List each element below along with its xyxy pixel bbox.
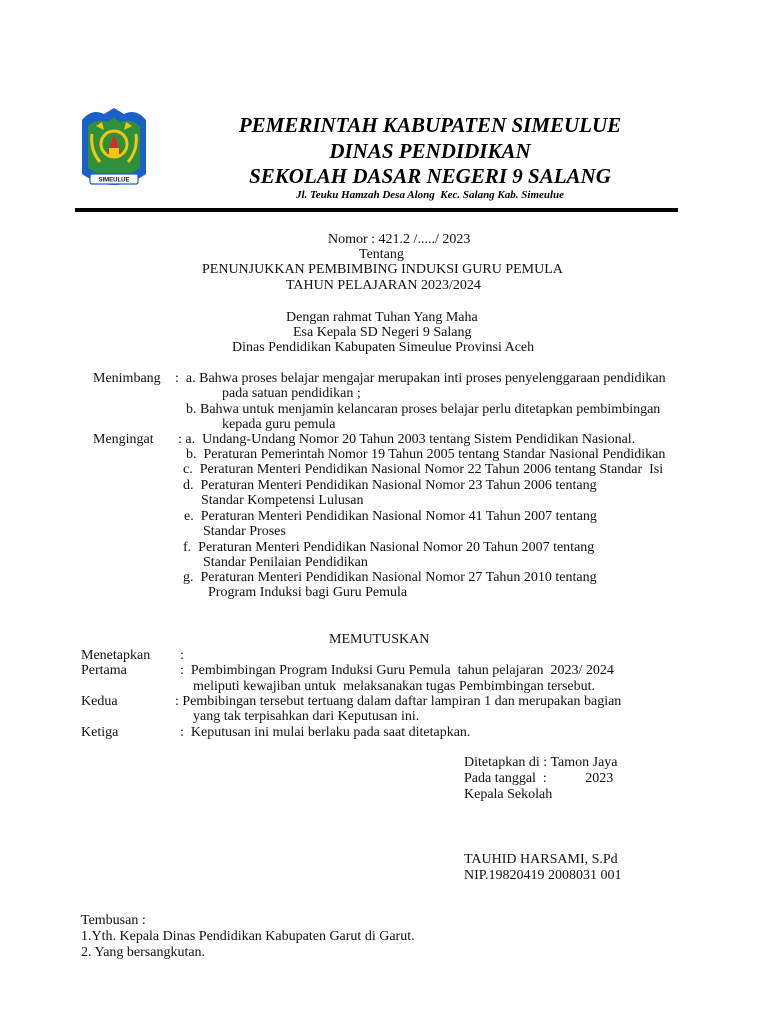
considering-item: b. Bahwa untuk menjamin kelancaran proses belajar perlu ditetapkan pembimbingan bbox=[186, 402, 661, 417]
signer-name: TAUHID HARSAMI, S.Pd bbox=[464, 852, 618, 867]
subject-line-2: TAHUN PELAJARAN 2023/2024 bbox=[286, 278, 481, 293]
recalling-item-continuation: Program Induksi bagi Guru Pemula bbox=[208, 585, 408, 600]
about-label: Tentang bbox=[359, 247, 404, 262]
signed-place: Ditetapkan di : Tamon Jaya bbox=[464, 755, 618, 770]
first-text: : Pembimbingan Program Induksi Guru Pemula tahun pelajaran 2023/ 2024 bbox=[180, 663, 614, 678]
recalling-item: g. Peraturan Menteri Pendidikan Nasional Nomor 27 Tahun 2010 tentang bbox=[183, 570, 597, 585]
document-number: Nomor : 421.2 /...../ 2023 bbox=[328, 232, 471, 247]
regency-logo bbox=[78, 104, 150, 192]
recalling-item: b. Peraturan Pemerintah Nomor 19 Tahun 2005 tentang Standar Nasional Pendidikan bbox=[186, 447, 666, 462]
second-label: Kedua bbox=[81, 694, 118, 709]
recalling-item: e. Peraturan Menteri Pendidikan Nasional Nomor 41 Tahun 2007 tentang bbox=[184, 509, 597, 524]
stipulate-text: : bbox=[180, 648, 184, 663]
considering-item: : a. Bahwa proses belajar mengajar merupakan inti proses penyelenggaraan pendidikan bbox=[175, 371, 666, 386]
decision-heading: MEMUTUSKAN bbox=[329, 632, 430, 647]
logo-ribbon-text: SIMEULUE bbox=[98, 177, 130, 184]
considering-item-continuation: pada satuan pendidikan ; bbox=[222, 386, 361, 401]
letterhead-school: SEKOLAH DASAR NEGERI 9 SALANG bbox=[249, 164, 611, 188]
signer-position: Kepala Sekolah bbox=[464, 787, 553, 802]
recalling-item-continuation: Standar Penilaian Pendidikan bbox=[203, 555, 368, 570]
letterhead-divider bbox=[75, 208, 678, 212]
recalling-item: c. Peraturan Menteri Pendidikan Nasional Nomor 22 Tahun 2006 tentang Standar Isi bbox=[183, 462, 664, 477]
preamble-line-1: Dengan rahmat Tuhan Yang Maha bbox=[286, 310, 478, 325]
recalling-item-continuation: Standar Proses bbox=[203, 524, 286, 539]
recalling-item-continuation: Standar Kompetensi Lulusan bbox=[201, 493, 364, 508]
recalling-label: Mengingat bbox=[93, 432, 154, 447]
letterhead-department: DINAS PENDIDIKAN bbox=[329, 139, 531, 163]
cc-item: 1.Yth. Kepala Dinas Pendidikan Kabupaten Garut di Garut. bbox=[81, 929, 415, 944]
subject-line-1: PENUNJUKKAN PEMBIMBING INDUKSI GURU PEMULA bbox=[202, 262, 563, 277]
first-text-continuation: meliputi kewajiban untuk melaksanakan tugas Pembimbingan tersebut. bbox=[193, 679, 596, 694]
considering-item-continuation: kepada guru pemula bbox=[222, 417, 336, 432]
third-text: : Keputusan ini mulai berlaku pada saat ditetapkan. bbox=[180, 725, 471, 740]
third-label: Ketiga bbox=[81, 725, 119, 740]
considering-label: Menimbang bbox=[93, 371, 161, 386]
first-label: Pertama bbox=[81, 663, 127, 678]
cc-label: Tembusan : bbox=[81, 913, 146, 928]
letterhead-address: Jl. Teuku Hamzah Desa Along Kec. Salang Kab. Simeulue bbox=[295, 189, 565, 201]
preamble-line-2: Esa Kepala SD Negeri 9 Salang bbox=[293, 325, 472, 340]
letterhead-government: PEMERINTAH KABUPATEN SIMEULUE bbox=[238, 113, 622, 137]
signer-nip: NIP.19820419 2008031 001 bbox=[464, 868, 622, 883]
signed-date: Pada tanggal : 2023 bbox=[464, 771, 614, 786]
cc-item: 2. Yang bersangkutan. bbox=[81, 945, 206, 960]
preamble-line-3: Dinas Pendidikan Kabupaten Simeulue Provinsi Aceh bbox=[232, 340, 535, 355]
second-text: : Pembibingan tersebut tertuang dalam daftar lampiran 1 dan merupakan bagian bbox=[175, 694, 622, 709]
stipulate-label: Menetapkan bbox=[81, 648, 151, 663]
second-text-continuation: yang tak terpisahkan dari Keputusan ini. bbox=[193, 709, 420, 724]
recalling-item: : a. Undang-Undang Nomor 20 Tahun 2003 tentang Sistem Pendidikan Nasional. bbox=[178, 432, 636, 447]
recalling-item: d. Peraturan Menteri Pendidikan Nasional Nomor 23 Tahun 2006 tentang bbox=[183, 478, 597, 493]
recalling-item: f. Peraturan Menteri Pendidikan Nasional Nomor 20 Tahun 2007 tentang bbox=[183, 540, 595, 555]
